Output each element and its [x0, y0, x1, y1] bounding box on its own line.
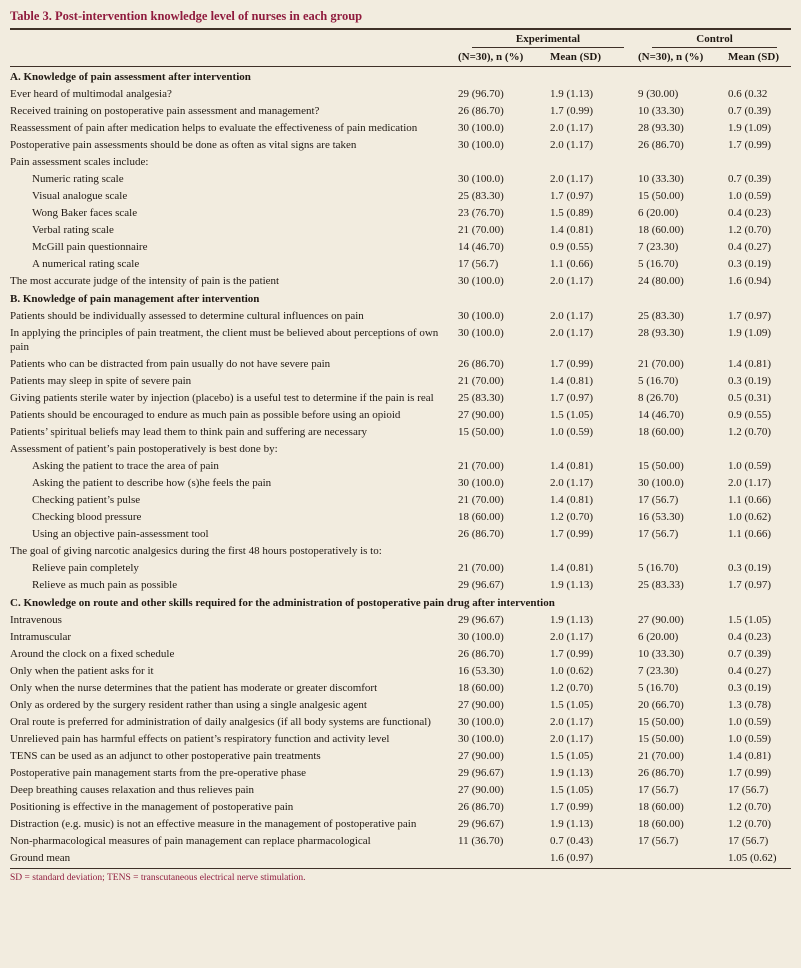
control-n-cell: 27 (90.00) [638, 614, 684, 626]
experimental-n-cell: 30 (100.0) [458, 122, 504, 134]
control-n-cell: 18 (60.00) [638, 818, 684, 830]
experimental-mean-cell: 1.7 (0.97) [550, 392, 594, 404]
control-n-cell: 10 (33.30) [638, 648, 684, 660]
row-label: Patients may sleep in spite of severe pain [10, 375, 192, 387]
experimental-mean-cell: 2.0 (1.17) [550, 275, 594, 287]
control-mean-cell: 1.4 (0.81) [728, 750, 772, 762]
row-label: TENS can be used as an adjunct to other postoperative pain treatments [10, 750, 321, 762]
control-n-cell: 5 (16.70) [638, 375, 679, 387]
table-row [10, 221, 791, 238]
experimental-mean-cell: 1.4 (0.81) [550, 562, 594, 574]
table-row [10, 307, 791, 324]
section-title: C. Knowledge on route and other skills required for the administration of postoperative pain drug after intervention [10, 597, 555, 609]
experimental-n-cell: 29 (96.67) [458, 818, 504, 830]
control-mean-cell: 1.4 (0.81) [728, 358, 772, 370]
experimental-mean-cell: 1.9 (1.13) [550, 767, 594, 779]
experimental-n-header: (N=30), n (%) [458, 48, 550, 67]
control-n-cell: 18 (60.00) [638, 426, 684, 438]
experimental-n-cell: 30 (100.0) [458, 631, 504, 643]
control-mean-cell: 1.0 (0.62) [728, 511, 772, 523]
row-label: Patients’ spiritual beliefs may lead them to think pain and suffering are necessary [10, 426, 367, 438]
experimental-mean-cell: 1.5 (1.05) [550, 750, 594, 762]
experimental-mean-cell: 1.4 (0.81) [550, 494, 594, 506]
row-label: A numerical rating scale [32, 258, 140, 270]
control-group-label: Control [652, 33, 777, 48]
control-mean-cell: 0.4 (0.27) [728, 241, 772, 253]
experimental-mean-cell: 2.0 (1.17) [550, 310, 594, 322]
experimental-mean-cell: 1.9 (1.13) [550, 614, 594, 626]
experimental-n-cell: 18 (60.00) [458, 682, 504, 694]
experimental-mean-cell: 1.6 (0.97) [550, 852, 594, 864]
table-row [10, 85, 791, 102]
experimental-mean-cell: 1.9 (1.13) [550, 818, 594, 830]
control-mean-cell: 1.2 (0.70) [728, 818, 772, 830]
control-n-cell: 15 (50.00) [638, 190, 684, 202]
row-label: The most accurate judge of the intensity of pain is the patient [10, 275, 280, 287]
table-row [10, 406, 791, 423]
control-mean-cell: 17 (56.7) [728, 835, 769, 847]
experimental-mean-header: Mean (SD) [550, 48, 638, 67]
section-header-row [10, 289, 791, 307]
row-label: Distraction (e.g. music) is not an effective measure in the management of postoperative pain [10, 818, 417, 830]
row-label: McGill pain questionnaire [32, 241, 148, 253]
experimental-n-cell: 27 (90.00) [458, 699, 504, 711]
section-title: B. Knowledge of pain management after intervention [10, 293, 260, 305]
control-n-header: (N=30), n (%) [638, 48, 728, 67]
experimental-mean-cell: 2.0 (1.17) [550, 733, 594, 745]
experimental-n-cell: 29 (96.67) [458, 767, 504, 779]
control-mean-cell: 1.3 (0.78) [728, 699, 772, 711]
control-mean-cell: 1.7 (0.99) [728, 139, 772, 151]
experimental-n-cell: 30 (100.0) [458, 477, 504, 489]
experimental-mean-cell: 1.7 (0.99) [550, 648, 594, 660]
control-mean-cell: 0.4 (0.27) [728, 665, 772, 677]
row-label: Verbal rating scale [32, 224, 114, 236]
control-mean-cell: 17 (56.7) [728, 784, 769, 796]
control-n-cell: 25 (83.30) [638, 310, 684, 322]
control-mean-cell [728, 542, 791, 559]
control-n-cell: 10 (33.30) [638, 105, 684, 117]
experimental-mean-cell: 1.2 (0.70) [550, 511, 594, 523]
control-n-cell: 5 (16.70) [638, 258, 679, 270]
experimental-mean-cell: 1.5 (1.05) [550, 409, 594, 421]
row-label: Relieve pain completely [32, 562, 139, 574]
table-row [10, 798, 791, 815]
control-n-cell: 14 (46.70) [638, 409, 684, 421]
experimental-mean-cell [550, 440, 638, 457]
control-n-cell: 5 (16.70) [638, 682, 679, 694]
control-mean-cell: 0.9 (0.55) [728, 409, 772, 421]
row-label: In applying the principles of pain treatment, the client must be believed about perceptions of own pain [10, 327, 439, 353]
control-n-cell: 30 (100.0) [638, 477, 684, 489]
table-row [10, 781, 791, 798]
experimental-n-cell [458, 849, 550, 866]
control-mean-cell: 0.7 (0.39) [728, 105, 772, 117]
control-n-cell: 21 (70.00) [638, 358, 684, 370]
control-mean-cell: 1.7 (0.97) [728, 310, 772, 322]
experimental-group-label: Experimental [472, 33, 624, 48]
experimental-n-cell: 26 (86.70) [458, 801, 504, 813]
control-mean-cell: 0.7 (0.39) [728, 173, 772, 185]
row-label: Postoperative pain management starts from the pre-operative phase [10, 767, 306, 779]
experimental-n-cell: 26 (86.70) [458, 105, 504, 117]
experimental-mean-cell: 1.5 (1.05) [550, 784, 594, 796]
experimental-n-cell: 27 (90.00) [458, 750, 504, 762]
experimental-n-cell: 30 (100.0) [458, 139, 504, 151]
control-mean-cell: 1.0 (0.59) [728, 460, 772, 472]
table-row [10, 576, 791, 593]
row-label: Only when the nurse determines that the patient has moderate or greater discomfort [10, 682, 378, 694]
experimental-mean-cell: 1.7 (0.99) [550, 801, 594, 813]
control-mean-cell: 0.3 (0.19) [728, 258, 772, 270]
experimental-n-cell: 27 (90.00) [458, 409, 504, 421]
experimental-mean-cell: 1.7 (0.99) [550, 105, 594, 117]
control-group-cell [638, 30, 791, 48]
control-mean-cell [728, 440, 791, 457]
table-row [10, 508, 791, 525]
control-mean-cell: 1.0 (0.59) [728, 716, 772, 728]
control-n-cell: 18 (60.00) [638, 224, 684, 236]
row-label: Checking patient’s pulse [32, 494, 141, 506]
row-label: Ground mean [10, 852, 71, 864]
experimental-n-cell: 30 (100.0) [458, 733, 504, 745]
control-mean-cell: 1.9 (1.09) [728, 327, 772, 339]
experimental-mean-cell: 0.9 (0.55) [550, 241, 594, 253]
control-n-cell [638, 849, 728, 866]
table-row [10, 204, 791, 221]
experimental-n-cell: 21 (70.00) [458, 375, 504, 387]
control-n-cell: 15 (50.00) [638, 716, 684, 728]
table-row [10, 170, 791, 187]
control-n-cell: 7 (23.30) [638, 241, 679, 253]
experimental-mean-cell: 2.0 (1.17) [550, 139, 594, 151]
section-title: A. Knowledge of pain assessment after intervention [10, 71, 251, 83]
table-row [10, 542, 791, 559]
control-mean-cell: 0.4 (0.23) [728, 207, 772, 219]
table-row [10, 355, 791, 372]
table-row [10, 440, 791, 457]
control-mean-cell: 1.5 (1.05) [728, 614, 772, 626]
row-label: The goal of giving narcotic analgesics during the first 48 hours postoperatively is to: [10, 545, 382, 557]
row-label: Assessment of patient’s pain postoperatively is best done by: [10, 443, 278, 455]
table-row [10, 389, 791, 406]
control-n-cell: 24 (80.00) [638, 275, 684, 287]
table-row [10, 187, 791, 204]
control-mean-cell: 0.3 (0.19) [728, 375, 772, 387]
group-header-row [10, 30, 791, 48]
row-label: Asking the patient to describe how (s)he feels the pain [32, 477, 272, 489]
row-label: Pain assessment scales include: [10, 156, 149, 168]
control-mean-cell: 0.6 (0.32 [728, 88, 768, 100]
row-label: Using an objective pain-assessment tool [32, 528, 209, 540]
table-row [10, 559, 791, 576]
experimental-mean-cell: 1.5 (0.89) [550, 207, 594, 219]
experimental-n-cell: 29 (96.67) [458, 614, 504, 626]
table-row [10, 730, 791, 747]
row-label: Intravenous [10, 614, 62, 626]
knowledge-table [10, 30, 791, 866]
experimental-n-cell: 21 (70.00) [458, 562, 504, 574]
table-row [10, 713, 791, 730]
experimental-n-cell: 21 (70.00) [458, 460, 504, 472]
table-row [10, 153, 791, 170]
control-n-cell [638, 153, 728, 170]
table-row [10, 679, 791, 696]
experimental-n-cell: 16 (53.30) [458, 665, 504, 677]
table-row [10, 102, 791, 119]
row-label: Oral route is preferred for administration of daily analgesics (if all body systems are functional) [10, 716, 431, 728]
experimental-n-cell: 15 (50.00) [458, 426, 504, 438]
control-n-cell: 9 (30.00) [638, 88, 679, 100]
table-row [10, 119, 791, 136]
experimental-mean-cell: 1.5 (1.05) [550, 699, 594, 711]
row-label: Deep breathing causes relaxation and thus relieves pain [10, 784, 255, 796]
experimental-mean-cell: 1.7 (0.99) [550, 358, 594, 370]
experimental-n-cell: 17 (56.7) [458, 258, 499, 270]
control-mean-cell: 0.3 (0.19) [728, 682, 772, 694]
control-n-cell: 16 (53.30) [638, 511, 684, 523]
table-footnote: SD = standard deviation; TENS = transcutaneous electrical nerve stimulation. [10, 868, 791, 886]
control-n-cell [638, 440, 728, 457]
experimental-n-cell: 25 (83.30) [458, 392, 504, 404]
experimental-n-cell: 30 (100.0) [458, 327, 504, 339]
experimental-mean-cell: 1.1 (0.66) [550, 258, 594, 270]
control-n-cell: 6 (20.00) [638, 631, 679, 643]
experimental-n-cell [458, 153, 550, 170]
table-row [10, 474, 791, 491]
row-label: Patients who can be distracted from pain usually do not have severe pain [10, 358, 331, 370]
row-label: Postoperative pain assessments should be done as often as vital signs are taken [10, 139, 357, 151]
control-n-cell: 6 (20.00) [638, 207, 679, 219]
row-label: Around the clock on a fixed schedule [10, 648, 175, 660]
table-row [10, 372, 791, 389]
control-n-cell [638, 542, 728, 559]
experimental-mean-cell [550, 153, 638, 170]
control-mean-cell: 0.3 (0.19) [728, 562, 772, 574]
experimental-n-cell: 23 (76.70) [458, 207, 504, 219]
experimental-n-cell: 11 (36.70) [458, 835, 504, 847]
table-row [10, 491, 791, 508]
table-body [10, 67, 791, 867]
row-label: Giving patients sterile water by injection (placebo) is a useful test to determine if the pain is real [10, 392, 434, 404]
experimental-mean-cell: 1.7 (0.99) [550, 528, 594, 540]
row-label: Asking the patient to trace the area of pain [32, 460, 219, 472]
table-row [10, 255, 791, 272]
row-label: Visual analogue scale [32, 190, 128, 202]
experimental-n-cell: 30 (100.0) [458, 173, 504, 185]
experimental-mean-cell: 1.4 (0.81) [550, 375, 594, 387]
control-mean-cell: 1.05 (0.62) [728, 852, 777, 864]
control-n-cell: 28 (93.30) [638, 327, 684, 339]
control-mean-cell: 1.1 (0.66) [728, 528, 772, 540]
experimental-mean-cell: 1.9 (1.13) [550, 88, 594, 100]
experimental-mean-cell: 1.0 (0.62) [550, 665, 594, 677]
control-n-cell: 17 (56.7) [638, 835, 679, 847]
table-row [10, 662, 791, 679]
table-row [10, 849, 791, 866]
control-mean-cell: 2.0 (1.17) [728, 477, 772, 489]
experimental-n-cell: 29 (96.67) [458, 579, 504, 591]
experimental-n-cell: 29 (96.70) [458, 88, 504, 100]
control-mean-cell: 0.7 (0.39) [728, 648, 772, 660]
control-mean-cell: 1.0 (0.59) [728, 190, 772, 202]
row-label: Non-pharmacological measures of pain management can replace pharmacological [10, 835, 371, 847]
table-row [10, 628, 791, 645]
experimental-group-cell [458, 30, 638, 48]
control-n-cell: 28 (93.30) [638, 122, 684, 134]
experimental-n-cell: 21 (70.00) [458, 494, 504, 506]
experimental-n-cell: 27 (90.00) [458, 784, 504, 796]
table-row [10, 272, 791, 289]
experimental-n-cell: 30 (100.0) [458, 716, 504, 728]
table-row [10, 747, 791, 764]
control-n-cell: 21 (70.00) [638, 750, 684, 762]
table-row [10, 423, 791, 440]
row-label: Unrelieved pain has harmful effects on patient’s respiratory function and activity level [10, 733, 390, 745]
control-n-cell: 17 (56.7) [638, 528, 679, 540]
experimental-n-cell [458, 440, 550, 457]
control-mean-cell: 1.0 (0.59) [728, 733, 772, 745]
experimental-mean-cell: 2.0 (1.17) [550, 327, 594, 339]
experimental-mean-cell: 0.7 (0.43) [550, 835, 594, 847]
row-label: Patients should be individually assessed to determine cultural influences on pain [10, 310, 364, 322]
table-row [10, 645, 791, 662]
section-header-row [10, 593, 791, 611]
row-label: Numeric rating scale [32, 173, 124, 185]
row-label: Received training on postoperative pain assessment and management? [10, 105, 320, 117]
control-mean-cell: 0.4 (0.23) [728, 631, 772, 643]
experimental-n-cell: 21 (70.00) [458, 224, 504, 236]
row-label: Patients should be encouraged to endure as much pain as possible before using an opioid [10, 409, 401, 421]
table-row [10, 611, 791, 628]
experimental-mean-cell: 1.0 (0.59) [550, 426, 594, 438]
control-n-cell: 26 (86.70) [638, 767, 684, 779]
control-mean-header: Mean (SD) [728, 48, 791, 67]
control-mean-cell: 1.7 (0.97) [728, 579, 772, 591]
experimental-n-cell: 30 (100.0) [458, 275, 504, 287]
row-label: Only when the patient asks for it [10, 665, 154, 677]
table-title: Table 3. Post-intervention knowledge level of nurses in each group [10, 7, 791, 30]
control-n-cell: 7 (23.30) [638, 665, 679, 677]
row-label: Ever heard of multimodal analgesia? [10, 88, 172, 100]
experimental-mean-cell: 1.9 (1.13) [550, 579, 594, 591]
control-mean-cell: 1.9 (1.09) [728, 122, 772, 134]
table-row [10, 136, 791, 153]
experimental-n-cell: 18 (60.00) [458, 511, 504, 523]
control-n-cell: 26 (86.70) [638, 139, 684, 151]
experimental-mean-cell: 1.2 (0.70) [550, 682, 594, 694]
row-label: Relieve as much pain as possible [32, 579, 178, 591]
table-row [10, 815, 791, 832]
experimental-mean-cell: 2.0 (1.17) [550, 122, 594, 134]
experimental-mean-cell [550, 542, 638, 559]
experimental-mean-cell: 2.0 (1.17) [550, 716, 594, 728]
control-mean-cell: 1.1 (0.66) [728, 494, 772, 506]
experimental-n-cell: 30 (100.0) [458, 310, 504, 322]
empty-header-cell [10, 30, 458, 48]
experimental-n-cell: 14 (46.70) [458, 241, 504, 253]
experimental-n-cell: 26 (86.70) [458, 648, 504, 660]
control-mean-cell [728, 153, 791, 170]
control-n-cell: 15 (50.00) [638, 460, 684, 472]
table-row [10, 457, 791, 474]
experimental-n-cell: 26 (86.70) [458, 358, 504, 370]
table-row [10, 324, 791, 355]
control-n-cell: 8 (26.70) [638, 392, 679, 404]
control-n-cell: 17 (56.7) [638, 494, 679, 506]
control-n-cell: 5 (16.70) [638, 562, 679, 574]
control-mean-cell: 0.5 (0.31) [728, 392, 772, 404]
experimental-mean-cell: 1.7 (0.97) [550, 190, 594, 202]
table-row [10, 696, 791, 713]
row-label: Intramuscular [10, 631, 72, 643]
row-label: Positioning is effective in the management of postoperative pain [10, 801, 294, 813]
control-mean-cell: 1.2 (0.70) [728, 426, 772, 438]
table-row [10, 764, 791, 781]
row-label: Only as ordered by the surgery resident rather than using a single analgesic agent [10, 699, 367, 711]
table-row [10, 832, 791, 849]
experimental-n-cell [458, 542, 550, 559]
control-mean-cell: 1.2 (0.70) [728, 801, 772, 813]
control-n-cell: 25 (83.33) [638, 579, 684, 591]
experimental-mean-cell: 2.0 (1.17) [550, 631, 594, 643]
experimental-mean-cell: 1.4 (0.81) [550, 460, 594, 472]
experimental-n-cell: 26 (86.70) [458, 528, 504, 540]
row-label: Checking blood pressure [32, 511, 142, 523]
experimental-mean-cell: 2.0 (1.17) [550, 477, 594, 489]
table-row [10, 525, 791, 542]
control-n-cell: 10 (33.30) [638, 173, 684, 185]
control-n-cell: 20 (66.70) [638, 699, 684, 711]
item-column-header [10, 48, 458, 67]
row-label: Reassessment of pain after medication helps to evaluate the effectiveness of pain medication [10, 122, 418, 134]
column-header-row [10, 48, 791, 67]
control-n-cell: 18 (60.00) [638, 801, 684, 813]
row-label: Wong Baker faces scale [32, 207, 138, 219]
control-n-cell: 15 (50.00) [638, 733, 684, 745]
control-mean-cell: 1.7 (0.99) [728, 767, 772, 779]
control-n-cell: 17 (56.7) [638, 784, 679, 796]
section-header-row [10, 67, 791, 86]
experimental-mean-cell: 2.0 (1.17) [550, 173, 594, 185]
control-mean-cell: 1.2 (0.70) [728, 224, 772, 236]
experimental-n-cell: 25 (83.30) [458, 190, 504, 202]
experimental-mean-cell: 1.4 (0.81) [550, 224, 594, 236]
table-row [10, 238, 791, 255]
control-mean-cell: 1.6 (0.94) [728, 275, 772, 287]
